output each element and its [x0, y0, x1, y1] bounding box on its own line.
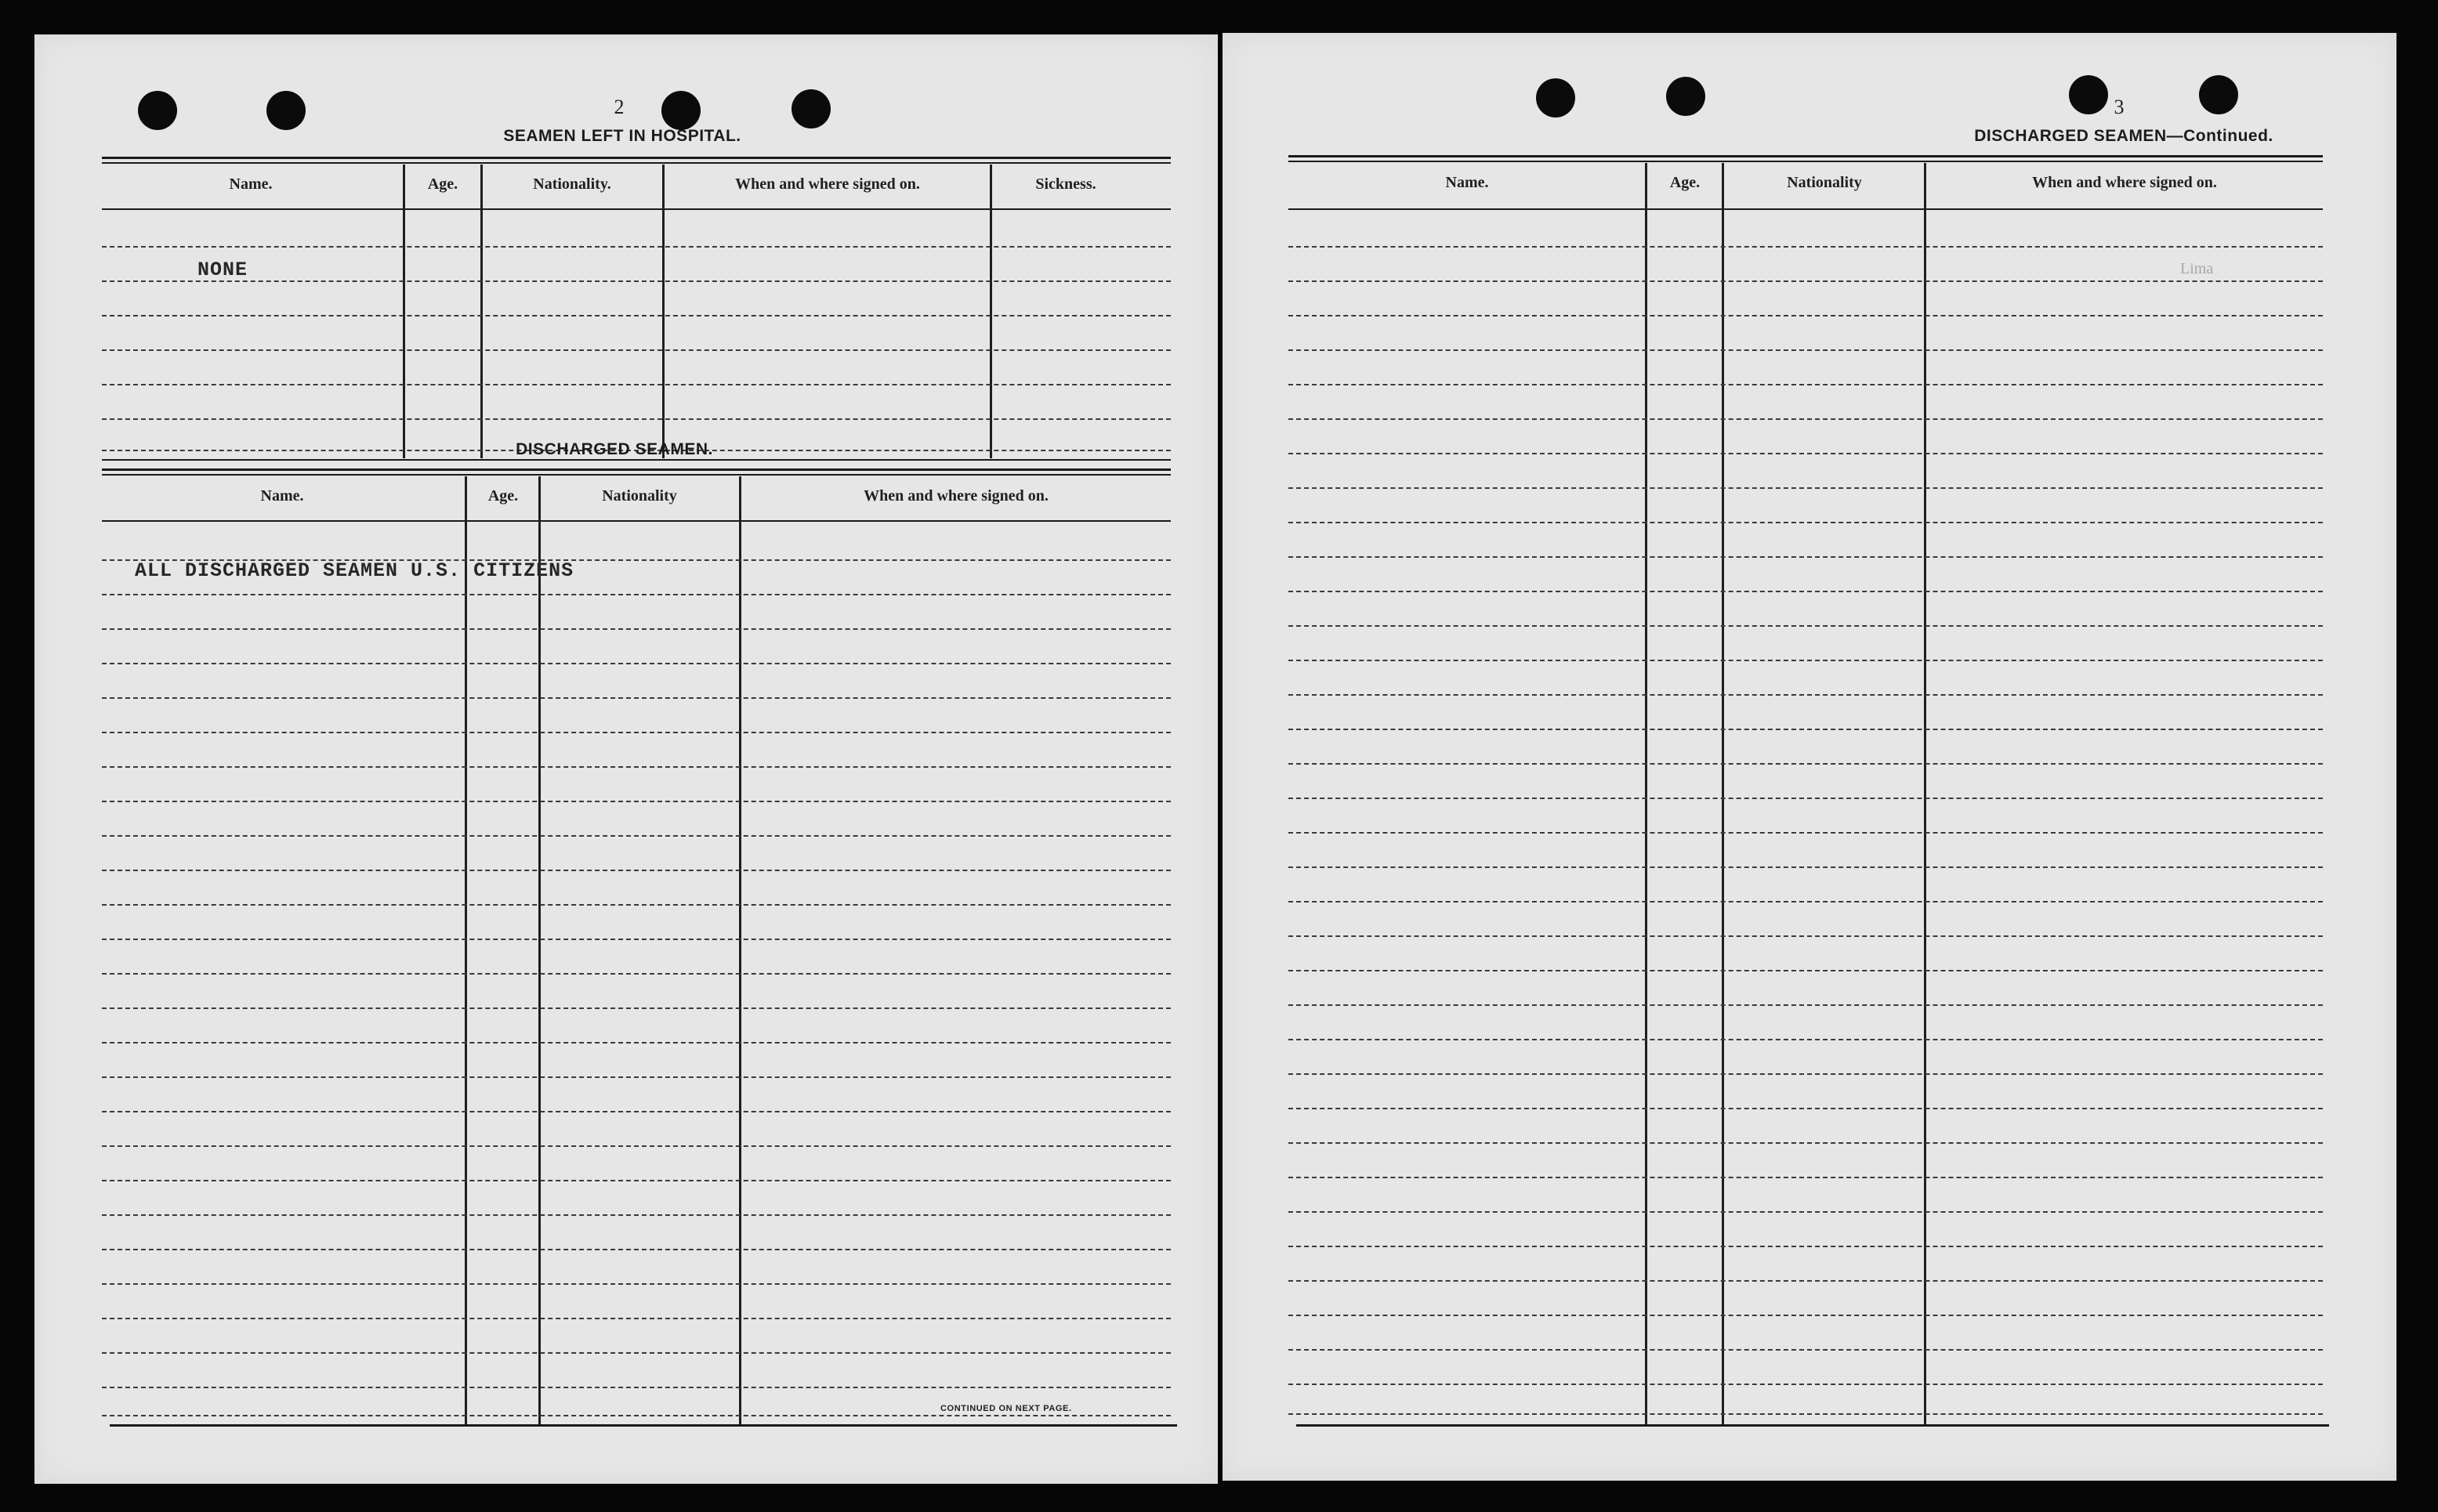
entry-line [1288, 591, 2323, 592]
entry-line [1288, 866, 2323, 868]
entry-line [1288, 625, 2323, 627]
table-top-rule [102, 468, 1171, 471]
entry-line [1288, 970, 2323, 971]
column-header-signed-on: When and where signed on. [864, 487, 1049, 505]
entry-line [102, 1214, 1171, 1216]
entry-line [102, 766, 1171, 768]
entry-line [1288, 280, 2323, 282]
entry-line [102, 1007, 1171, 1009]
form-page-left [34, 34, 1218, 1484]
entry-line [102, 349, 1171, 351]
entry-line [102, 1180, 1171, 1181]
entry-line [1288, 832, 2323, 834]
column-divider [1645, 163, 1647, 1424]
entry-line [102, 835, 1171, 837]
page-number: 3 [2114, 96, 2125, 118]
faint-mark: Lima [2180, 260, 2214, 277]
entry-line [102, 1145, 1171, 1147]
entry-line [102, 939, 1171, 940]
entry-line [102, 1283, 1171, 1285]
column-divider [403, 165, 405, 458]
punch-hole [266, 91, 306, 130]
column-divider [662, 165, 665, 458]
entry-line [102, 315, 1171, 317]
entry-line [1288, 798, 2323, 799]
entry-line [1288, 1108, 2323, 1109]
entry-line [1288, 1004, 2323, 1006]
column-header-age: Age. [1669, 174, 1701, 191]
column-header-age: Age. [427, 175, 458, 193]
entry-line [102, 1318, 1171, 1319]
table-top-rule [102, 162, 1171, 164]
entry-line [1288, 1211, 2323, 1213]
entry-line [1288, 315, 2323, 317]
entry-line [1288, 660, 2323, 661]
entry-line [1288, 901, 2323, 902]
column-header-name: Name. [229, 175, 273, 193]
entry-line [102, 1249, 1171, 1250]
form-page-right [1223, 33, 2396, 1481]
discharged-section-title: DISCHARGED SEAMEN. [516, 440, 713, 458]
column-header-signed-on: When and where signed on. [2032, 174, 2217, 191]
column-header-signed-on: When and where signed on. [735, 175, 920, 193]
entry-line [102, 1352, 1171, 1354]
header-underline [102, 520, 1171, 522]
table-bottom-rule [1296, 1424, 2329, 1427]
entry-line [102, 1076, 1171, 1078]
column-header-nationality: Nationality [602, 487, 677, 505]
punch-hole [2199, 75, 2238, 114]
column-header-sickness: Sickness. [1035, 175, 1096, 193]
entry-line [102, 904, 1171, 906]
table-top-rule [1288, 155, 2323, 157]
table-bottom-rule [110, 1424, 1177, 1427]
table-top-rule [102, 157, 1171, 159]
punch-hole [792, 89, 831, 128]
entry-line [1288, 1349, 2323, 1351]
entry-line [1288, 1246, 2323, 1247]
entry-line [1288, 556, 2323, 558]
column-divider [1924, 163, 1926, 1424]
entry-line [102, 246, 1171, 248]
entry-line [102, 628, 1171, 630]
punch-hole [138, 91, 177, 130]
entry-line [1288, 349, 2323, 351]
punch-hole [1666, 77, 1705, 116]
column-divider [1722, 163, 1724, 1424]
entry-line [1288, 418, 2323, 420]
column-divider [739, 476, 741, 1424]
entry-line [102, 973, 1171, 975]
column-header-name: Name. [1445, 174, 1489, 191]
table-bottom-rule [102, 459, 1171, 461]
entry-line [1288, 935, 2323, 937]
discharged-entry: ALL DISCHARGED SEAMEN U.S. CITIZENS [135, 559, 574, 582]
entry-line [102, 594, 1171, 595]
entry-line [1288, 729, 2323, 730]
entry-line [1288, 763, 2323, 765]
continued-note: CONTINUED ON NEXT PAGE. [940, 1404, 1072, 1413]
punch-hole [661, 91, 701, 130]
header-underline [102, 208, 1171, 210]
entry-line [1288, 1142, 2323, 1144]
entry-line [102, 1042, 1171, 1044]
entry-line [1288, 1039, 2323, 1040]
punch-hole [1536, 78, 1575, 118]
entry-line [1288, 694, 2323, 696]
entry-line [1288, 1384, 2323, 1385]
entry-line [102, 1415, 1171, 1416]
entry-line [1288, 487, 2323, 489]
discharged-continued-title: DISCHARGED SEAMEN—Continued. [1974, 127, 2273, 145]
entry-line [102, 384, 1171, 385]
entry-line [102, 418, 1171, 420]
page-number: 2 [614, 96, 625, 118]
entry-line [1288, 1280, 2323, 1282]
column-divider [465, 476, 467, 1424]
entry-line [102, 870, 1171, 871]
column-header-nationality: Nationality. [533, 175, 611, 193]
column-divider [538, 476, 541, 1424]
entry-line [1288, 1073, 2323, 1075]
entry-line [102, 801, 1171, 802]
entry-line [102, 1111, 1171, 1112]
column-header-nationality: Nationality [1787, 174, 1862, 191]
hospital-section-title: SEAMEN LEFT IN HOSPITAL. [503, 127, 741, 145]
column-divider [480, 165, 483, 458]
entry-line [102, 1387, 1171, 1388]
entry-line [1288, 246, 2323, 248]
entry-line [1288, 1315, 2323, 1316]
entry-line [1288, 1413, 2323, 1415]
entry-line [1288, 453, 2323, 454]
entry-line [102, 663, 1171, 664]
header-underline [1288, 208, 2323, 210]
entry-line [102, 732, 1171, 733]
table-top-rule [1288, 161, 2323, 162]
entry-line [1288, 522, 2323, 523]
entry-line [1288, 384, 2323, 385]
column-header-age: Age. [487, 487, 519, 505]
table-top-rule [102, 474, 1171, 476]
column-header-name: Name. [260, 487, 304, 505]
hospital-entry: NONE [197, 259, 248, 281]
entry-line [102, 697, 1171, 699]
entry-line [1288, 1177, 2323, 1178]
entry-line [102, 280, 1171, 282]
column-divider [990, 165, 992, 458]
